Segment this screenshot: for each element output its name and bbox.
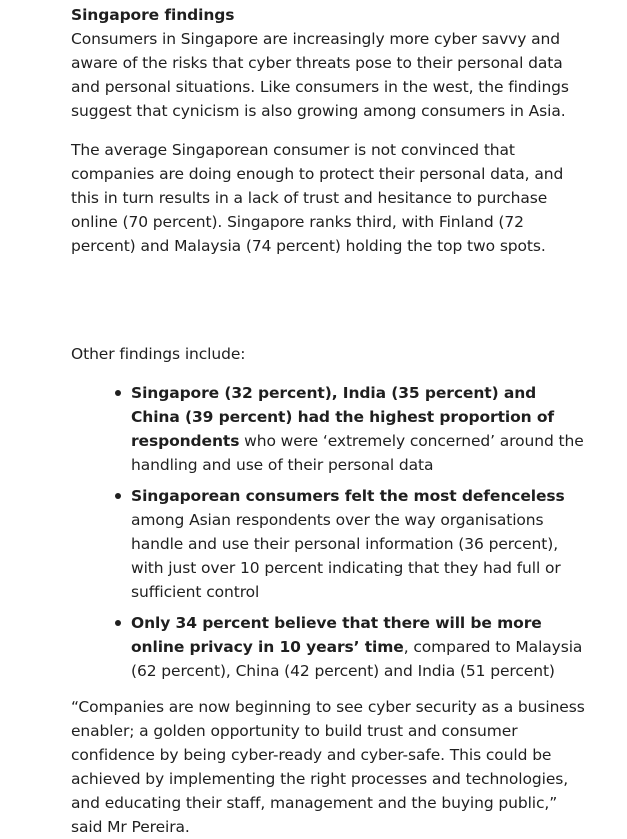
finding-highlight: Only 34 percent believe that there will be more online privacy in 10 years’ time [131,614,542,656]
list-item [131,484,585,604]
list-intro: Other findings include: [71,345,246,363]
blank-space [71,273,585,342]
findings-list [71,381,585,683]
bullet-icon [115,620,121,626]
quote-paragraph: “Companies are now beginning to see cyber security as a business enabler; a golden opportunity to build trust and consumer confidence by being cyber-ready and cyber-safe. This could be achieved by implementing the right processes and technologies, and educating their staff, management and the buying public,” said Mr Pereira. [71,698,585,836]
finding-highlight: Singaporean consumers felt the most defenceless [131,487,565,505]
finding-detail: among Asian respondents over the way organisations handle and use their personal information (36 percent), with just over 10 percent indicating that they had full or sufficient control [131,511,561,601]
section-heading: Singapore findings [71,6,235,24]
list-item [131,611,585,683]
paragraph-trust-ranking: The average Singaporean consumer is not convinced that companies are doing enough to protect their personal data, and this in turn results in a lack of trust and hesitance to purchase online (70 percent). Singapore ranks third, with Finland (72 percent) and Malaysia (74 percent) holding the top two spots. [71,141,564,255]
bullet-icon [115,493,121,499]
paragraph-consumer-awareness: Consumers in Singapore are increasingly more cyber savvy and aware of the risks that cyber threats pose to their personal data and personal situations. Like consumers in the west, the findings suggest that cynicism is also growing among consumers in Asia. [71,30,569,120]
list-item [131,381,585,477]
finding-highlight: Singapore (32 percent), India (35 percent) and China (39 percent) had the highest proportion of respondents [131,384,555,450]
bullet-icon [115,390,121,396]
finding-detail: , compared to Malaysia (62 percent), China (42 percent) and India (51 percent) [131,638,583,680]
finding-detail: who were ‘extremely concerned’ around the handling and use of their personal data [131,432,584,474]
